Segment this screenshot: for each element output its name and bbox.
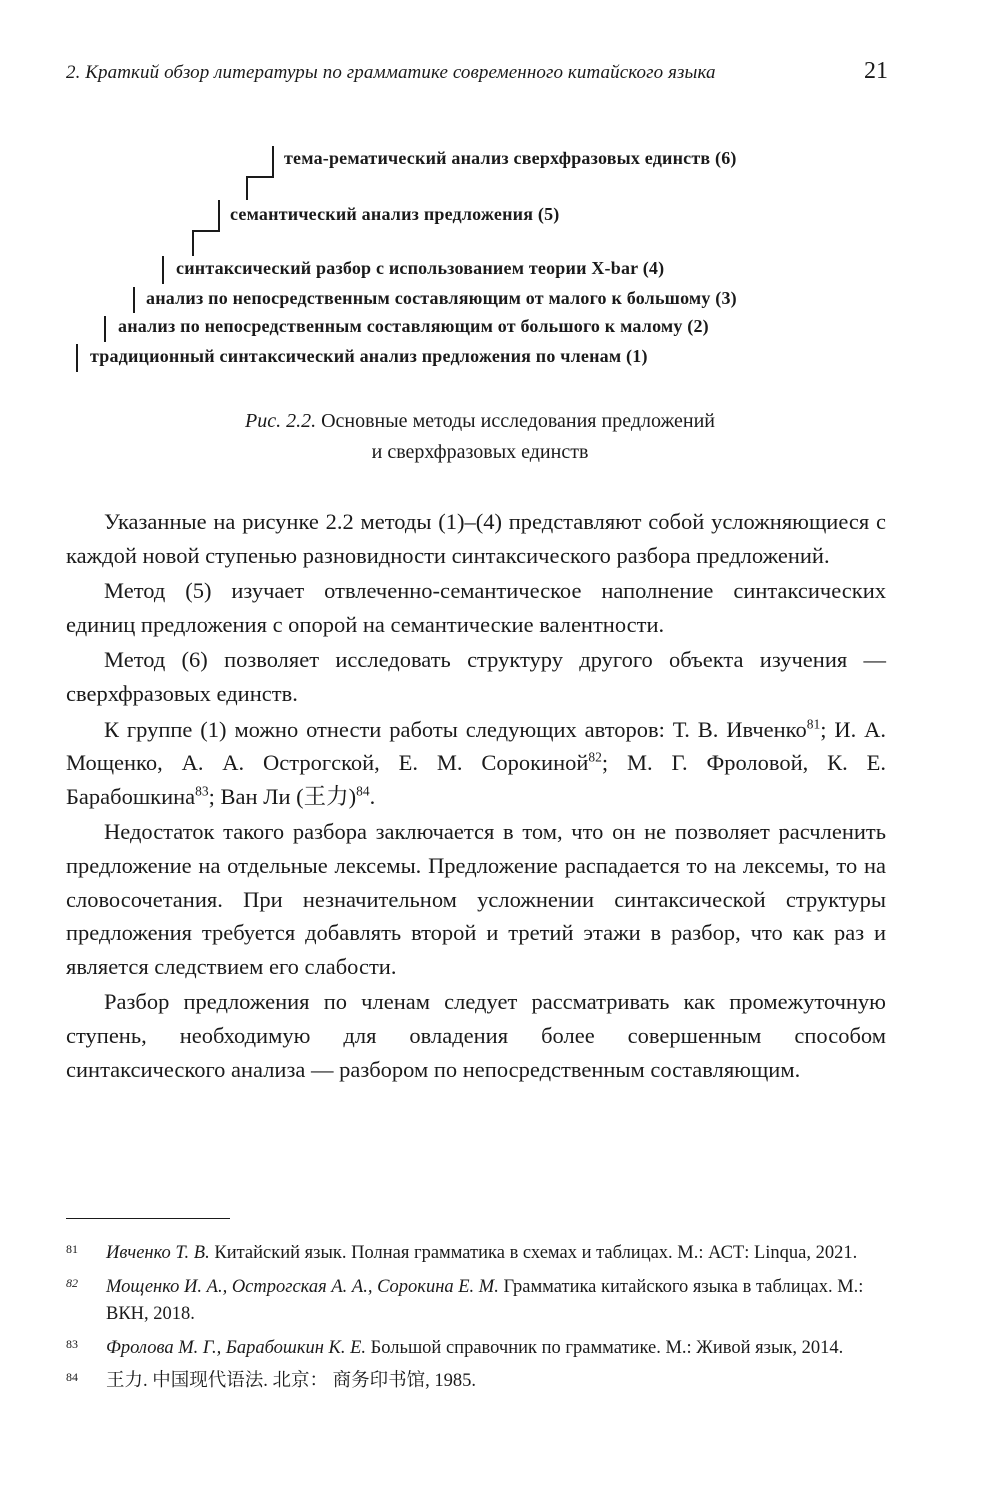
stair-riser [192, 230, 194, 256]
footnote-text: 王力. 中国现代语法. 北京： 商务印书馆, 1985. [106, 1371, 477, 1391]
p4-text-c: ; М. Г. Фроловой, К. Е. Барабошкина [66, 750, 886, 809]
p4-text-d: ; Ван Ли (王力) [208, 783, 357, 809]
figure-label: Рис. 2.2. [244, 410, 317, 432]
footnote-text: Большой справочник по грамматике. М.: Живой язык, 2014. [366, 1337, 844, 1358]
p4-text-a: К группе (1) можно отнести работы следующих авторов: Т. В. Ивченко [104, 716, 807, 742]
stair-riser [246, 176, 248, 200]
paragraph-5: Недостаток такого разбора заключается в том, что он не позволяет расчленить предложение на отдельные лексемы. Предложение распадается то на лексемы, то на словосочетания. При незначительном усложнении синтаксической структуры предложения требуется добавлять второй и третий этажи в разбор, что как раз и является следствием его слабости. [66, 819, 886, 979]
step-label-3: анализ по непосредственным составляющим от малого к большому (3) [146, 288, 737, 308]
footnote-83 [66, 1335, 888, 1363]
step-label-2: анализ по непосредственным составляющим от большого к малому (2) [118, 316, 709, 336]
footnote-text: Китайский язык. Полная грамматика в схемах и таблицах. М.: АСТ: Linqua, 2021. [209, 1243, 858, 1263]
caption-line-2: и сверхфразовых единств [371, 441, 589, 463]
footnote-authors: Фролова М. Г., Барабошкин К. Е. [106, 1337, 367, 1358]
footnote-ref-82[interactable]: 82 [588, 749, 602, 765]
footnote-number: 84 [66, 1370, 78, 1384]
step-label-1: традиционный синтаксический анализ предложения по членам (1) [90, 346, 648, 366]
stair-tread [192, 230, 220, 232]
footnote-ref-84[interactable]: 84 [356, 783, 370, 799]
stair-riser [133, 287, 135, 313]
footnote-divider [66, 1218, 230, 1219]
p4-text-b: ; И. А. Мощенко, А. А. Острогской, Е. М. Сорокиной [66, 716, 886, 776]
caption-text-1: Основные методы исследования предложений [321, 410, 716, 432]
stair-riser [162, 256, 164, 284]
step-label-4: синтаксический разбор с использованием теории X-bar (4) [176, 258, 665, 278]
step-label-5: семантический анализ предложения (5) [230, 204, 560, 224]
footnote-authors: Ивченко Т. В. [106, 1243, 210, 1263]
footnote-82 [66, 1274, 888, 1329]
step-label-6: тема-рематический анализ сверхфразовых единств (6) [284, 148, 737, 168]
stair-riser [218, 200, 220, 230]
footnote-text: Грамматика китайского языка в таблицах. М.: ВКН, 2018. [106, 1276, 864, 1324]
paragraph-6: Разбор предложения по членам следует рассматривать как промежуточную ступень, необходимую для овладения более совершенным способом синтаксического анализа — разбором по непосредственным составляющим. [66, 989, 886, 1082]
stair-riser [272, 146, 274, 176]
p4-text-e: . [369, 783, 376, 809]
footnote-authors: Мощенко И. А., Острогская А. А., Сорокина Е. М. [106, 1276, 499, 1297]
stair-riser [76, 344, 78, 372]
footnote-ref-83[interactable]: 83 [195, 783, 209, 799]
page-number: 21 [864, 58, 888, 84]
footnote-number: 82 [66, 1275, 78, 1290]
running-header: 2. Краткий обзор литературы по грамматике современного китайского языка [66, 62, 716, 83]
footnote-number: 83 [66, 1336, 78, 1351]
stair-tread [246, 176, 274, 178]
paragraph-2: Метод (5) изучает отвлеченно-семантическое наполнение синтаксических единиц предложения с опорой на семантические валентности. [66, 578, 886, 637]
footnotes [66, 1240, 888, 1402]
footnote-ref-81[interactable]: 81 [806, 716, 821, 732]
footnote-number: 81 [66, 1242, 78, 1256]
body-text [66, 505, 886, 1086]
footnote-84 [66, 1368, 888, 1396]
paragraph-3: Метод (6) позволяет исследовать структуру другого объекта изучения — сверхфразовых единств. [66, 647, 886, 706]
methods-staircase-figure [0, 0, 1000, 400]
stair-riser [104, 316, 106, 342]
paragraph-1: Указанные на рисунке 2.2 методы (1)–(4) представляют собой усложняющиеся с каждой новой ступенью разновидности синтаксического разбора предложений. [66, 509, 886, 568]
caption-line-1 [100, 406, 860, 437]
figure-caption [100, 406, 860, 468]
paragraph-4 [66, 713, 886, 814]
footnote-81 [66, 1240, 888, 1268]
